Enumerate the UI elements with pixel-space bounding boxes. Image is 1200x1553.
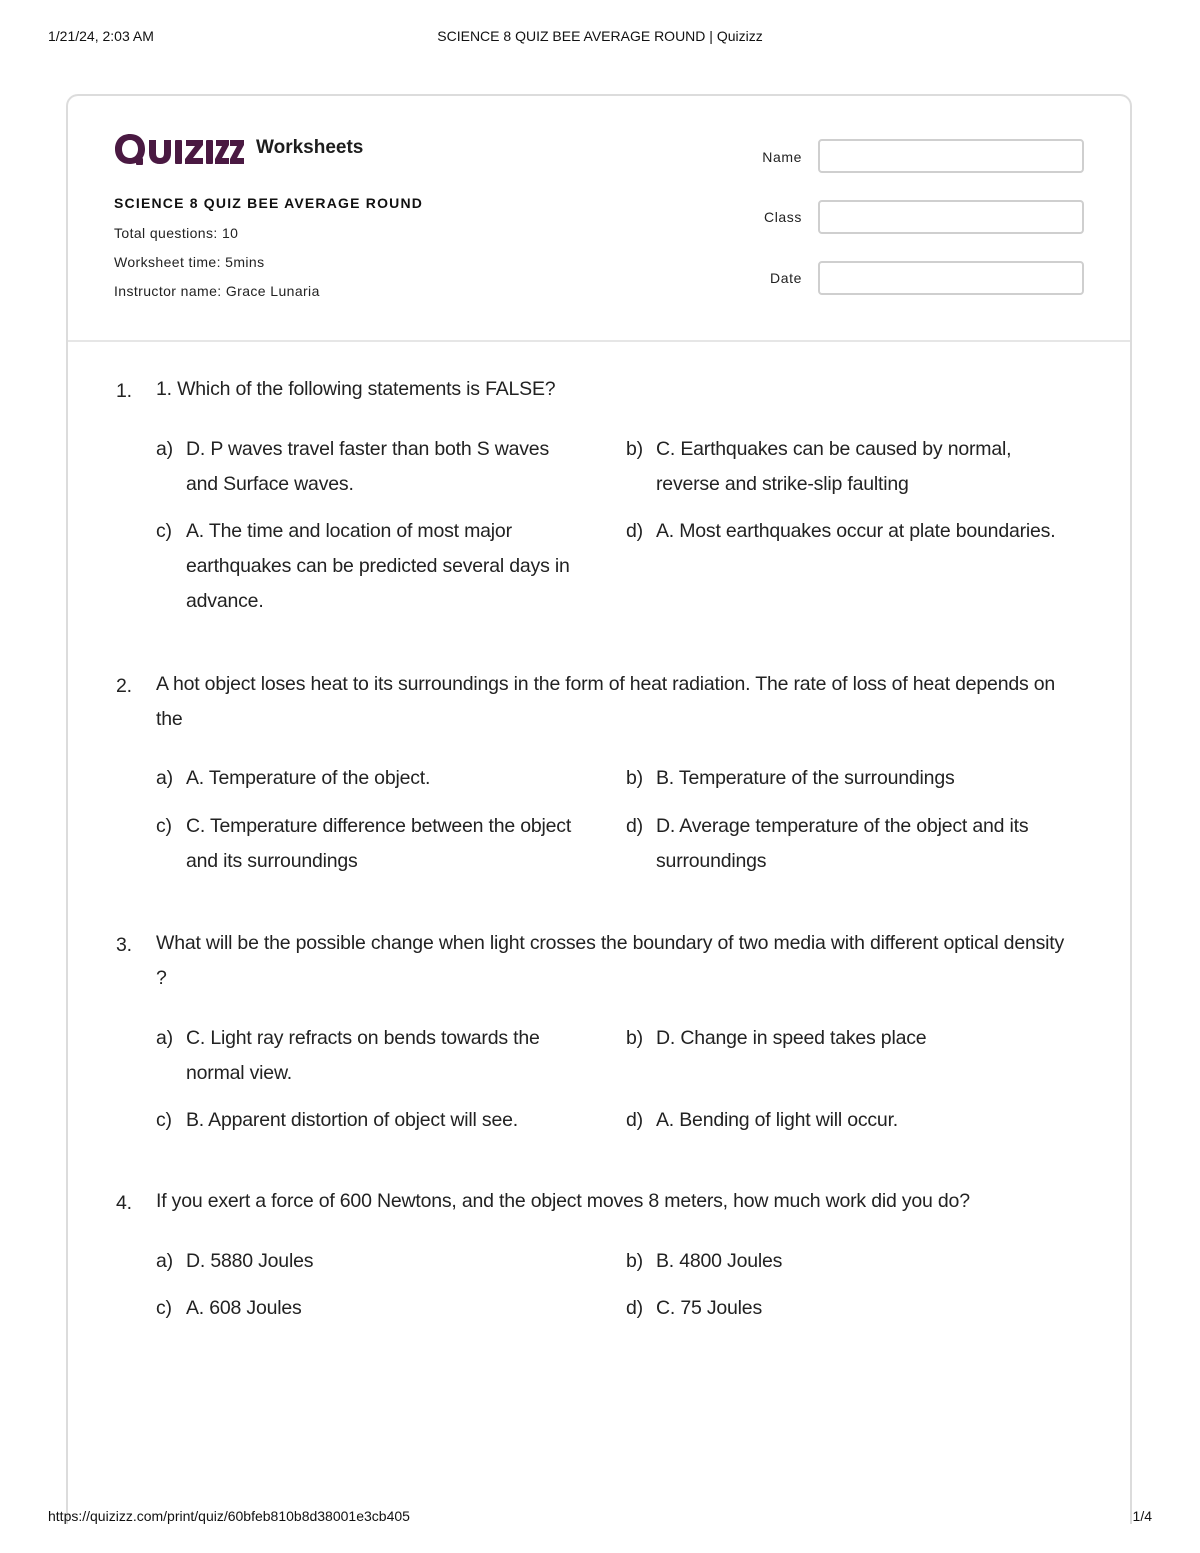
answer-option bbox=[156, 1021, 586, 1091]
answer-option bbox=[156, 1291, 586, 1326]
total-questions: Total questions: 10 bbox=[114, 225, 239, 241]
option-letter: c) bbox=[156, 815, 172, 837]
question-text: If you exert a force of 600 Newtons, and the object moves 8 meters, how much work did you do? bbox=[156, 1190, 970, 1212]
answer-option bbox=[626, 1103, 1066, 1138]
page-number: 1/4 bbox=[1132, 1508, 1152, 1524]
option-text: D. 5880 Joules bbox=[186, 1250, 314, 1272]
print-footer bbox=[48, 1508, 1152, 1528]
worksheet-page bbox=[66, 94, 1132, 1524]
name-label: Name bbox=[762, 149, 802, 165]
print-datetime: 1/21/24, 2:03 AM bbox=[48, 28, 154, 44]
option-letter: a) bbox=[156, 438, 173, 460]
question-number: 3. bbox=[116, 934, 132, 956]
option-text: A. Temperature of the object. bbox=[186, 767, 431, 789]
option-text: B. Temperature of the surroundings bbox=[656, 767, 955, 789]
class-label: Class bbox=[763, 209, 802, 225]
answer-option bbox=[626, 1291, 1066, 1326]
answer-option bbox=[626, 514, 1066, 549]
option-text: A. 608 Joules bbox=[186, 1297, 302, 1319]
option-letter: b) bbox=[626, 767, 643, 789]
answer-option bbox=[626, 761, 1066, 796]
print-doc-title: SCIENCE 8 QUIZ BEE AVERAGE ROUND | Quizizz bbox=[437, 28, 763, 44]
option-letter: a) bbox=[156, 767, 173, 789]
question-text: 1. Which of the following statements is FALSE? bbox=[156, 378, 556, 400]
option-text: B. 4800 Joules bbox=[656, 1250, 783, 1272]
option-text: A. Most earthquakes occur at plate boundaries. bbox=[656, 520, 1056, 542]
option-letter: d) bbox=[626, 1297, 643, 1319]
option-text: C. 75 Joules bbox=[656, 1297, 762, 1319]
option-letter: a) bbox=[156, 1027, 173, 1049]
option-letter: b) bbox=[626, 1027, 643, 1049]
option-text: D. Average temperature of the object and its surroundings bbox=[656, 815, 1029, 872]
answer-option bbox=[626, 809, 1066, 879]
quizizz-logo bbox=[114, 130, 363, 170]
question-text: A hot object loses heat to its surroundings in the form of heat radiation. The rate of loss of heat depends on the bbox=[156, 673, 1056, 730]
question-text: What will be the possible change when light crosses the boundary of two media with different optical density ? bbox=[156, 932, 1065, 989]
instructor-name: Instructor name: Grace Lunaria bbox=[114, 283, 320, 299]
option-letter: c) bbox=[156, 1109, 172, 1131]
date-field[interactable] bbox=[818, 261, 1084, 295]
option-text: C. Earthquakes can be caused by normal, reverse and strike-slip faulting bbox=[656, 438, 1012, 495]
answer-option bbox=[156, 1244, 586, 1279]
question-number: 4. bbox=[116, 1192, 132, 1214]
answer-option bbox=[156, 761, 586, 796]
answer-option bbox=[156, 514, 586, 619]
answer-option bbox=[156, 1103, 586, 1138]
answer-option bbox=[156, 809, 586, 879]
answer-option bbox=[626, 1021, 1066, 1056]
worksheets-label: Worksheets bbox=[256, 137, 364, 158]
option-text: D. P waves travel faster than both S waves and Surface waves. bbox=[186, 438, 550, 495]
option-letter: d) bbox=[626, 815, 643, 837]
worksheet-header bbox=[68, 96, 1130, 342]
option-letter: b) bbox=[626, 1250, 643, 1272]
option-letter: c) bbox=[156, 1297, 172, 1319]
class-field[interactable] bbox=[818, 200, 1084, 234]
option-text: C. Light ray refracts on bends towards the normal view. bbox=[186, 1027, 540, 1084]
answer-option bbox=[156, 432, 586, 502]
answer-option bbox=[626, 1244, 1066, 1279]
quizizz-logo-icon bbox=[114, 130, 246, 170]
question-number: 1. bbox=[116, 380, 132, 402]
option-letter: c) bbox=[156, 520, 172, 542]
question-number: 2. bbox=[116, 675, 132, 697]
option-letter: d) bbox=[626, 520, 643, 542]
option-text: A. Bending of light will occur. bbox=[656, 1109, 899, 1131]
option-text: A. The time and location of most major earthquakes can be predicted several days in advance. bbox=[186, 520, 570, 612]
option-text: C. Temperature difference between the object and its surroundings bbox=[186, 815, 572, 872]
worksheet-time: Worksheet time: 5mins bbox=[114, 254, 265, 270]
name-field[interactable] bbox=[818, 139, 1084, 173]
print-url[interactable]: https://quizizz.com/print/quiz/60bfeb810b8d38001e3cb405 bbox=[48, 1508, 410, 1524]
worksheet-title: SCIENCE 8 QUIZ BEE AVERAGE ROUND bbox=[114, 195, 424, 211]
answer-option bbox=[626, 432, 1066, 502]
option-text: D. Change in speed takes place bbox=[656, 1027, 927, 1049]
option-text: B. Apparent distortion of object will see. bbox=[186, 1109, 518, 1131]
option-letter: a) bbox=[156, 1250, 173, 1272]
date-label: Date bbox=[770, 270, 802, 286]
option-letter: d) bbox=[626, 1109, 643, 1131]
print-header bbox=[48, 28, 1152, 48]
option-letter: b) bbox=[626, 438, 643, 460]
